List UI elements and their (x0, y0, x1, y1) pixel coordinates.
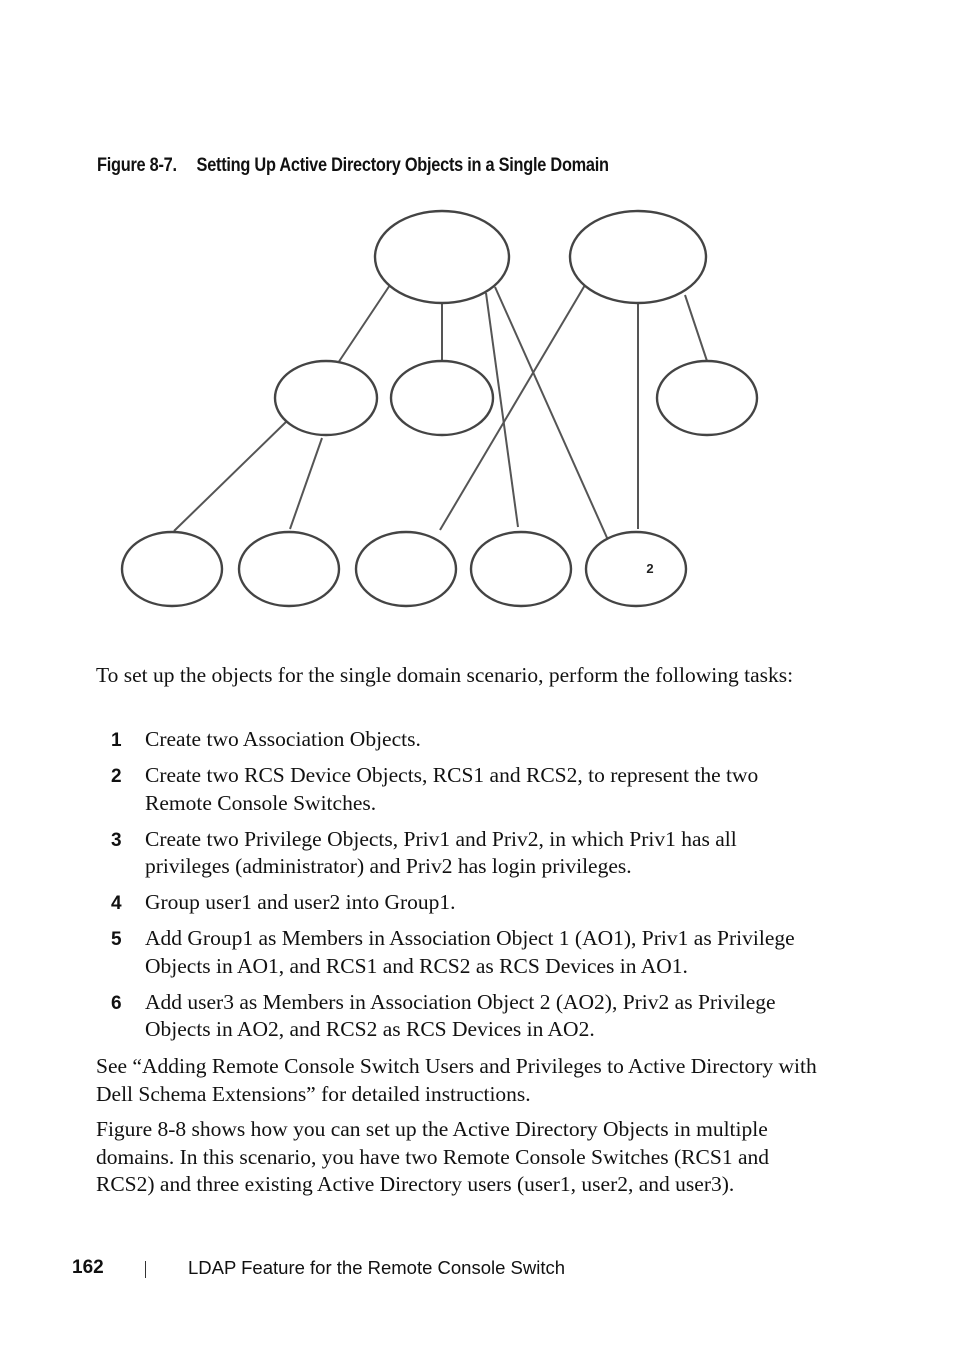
page-footer (0, 1257, 954, 1283)
task-step (96, 889, 826, 917)
figure-caption (97, 155, 609, 177)
active-directory-diagram (110, 195, 762, 615)
footer-divider (145, 1261, 146, 1278)
task-steps-list (96, 726, 826, 1052)
edge-ao2-mid3 (685, 295, 707, 361)
step-text: Add Group1 as Members in Association Object 1 (AO1), Priv1 as Privilege Objects in AO1, and RCS1 and RCS2 as RCS Devices in AO1. (145, 926, 795, 978)
see-reference-paragraph: See “Adding Remote Console Switch Users and Privileges to Active Directory with Dell Schema Extensions” for detailed instructions. (96, 1054, 817, 1106)
step-text: Create two Association Objects. (145, 727, 421, 751)
figure-title: Setting Up Active Directory Objects in a Single Domain (196, 155, 609, 176)
step-number: 5 (111, 929, 122, 950)
task-step (96, 925, 826, 980)
intro-paragraph: To set up the objects for the single domain scenario, perform the following tasks: (96, 663, 794, 687)
step-number: 2 (111, 766, 122, 787)
step-text: Add user3 as Members in Association Object 2 (AO2), Priv2 as Privilege Objects in AO2, and RCS2 as RCS Devices in AO2. (145, 989, 776, 1041)
edge-mid1-bot1 (174, 420, 288, 531)
step-text: Group user1 and user2 into Group1. (145, 890, 456, 914)
step-number: 3 (111, 829, 122, 851)
privilege-2-node (657, 361, 757, 435)
edge-mid1-bot2 (290, 438, 322, 529)
task-step (96, 989, 826, 1044)
step-number: 6 (111, 992, 122, 1014)
step-text: Create two RCS Device Objects, RCS1 and RCS2, to represent the two Remote Console Switches. (145, 763, 759, 815)
task-step (96, 826, 826, 881)
rcs1-node (471, 532, 571, 606)
bot-5-label: 2 (646, 561, 654, 576)
user2-node (239, 532, 339, 606)
user3-node (356, 532, 456, 606)
association-object-2-node (570, 211, 706, 303)
closing-paragraph: Figure 8-8 shows how you can set up the Active Directory Objects in multiple domains. In this scenario, you have two Remote Console Switches (RCS1 and RCS2) and three existing Active Directory users (user1, user2, and user3). (96, 1117, 769, 1196)
association-object-1-node (375, 211, 509, 303)
group-node (275, 361, 377, 435)
edge-ao1-bot5 (495, 287, 608, 540)
user1-node (122, 532, 222, 606)
page-number: 162 (72, 1257, 104, 1278)
task-step (96, 762, 826, 817)
rcs2-node (586, 532, 686, 606)
task-step (96, 726, 826, 754)
footer-section-title: LDAP Feature for the Remote Console Switch (188, 1257, 566, 1278)
figure-number: Figure 8-7. (97, 155, 177, 176)
privilege-node (391, 361, 493, 435)
step-number: 4 (111, 893, 122, 914)
step-number: 1 (111, 730, 122, 751)
step-text: Create two Privilege Objects, Priv1 and Priv2, in which Priv1 has all privileges (administrator) and Priv2 has login privileges. (145, 826, 737, 878)
